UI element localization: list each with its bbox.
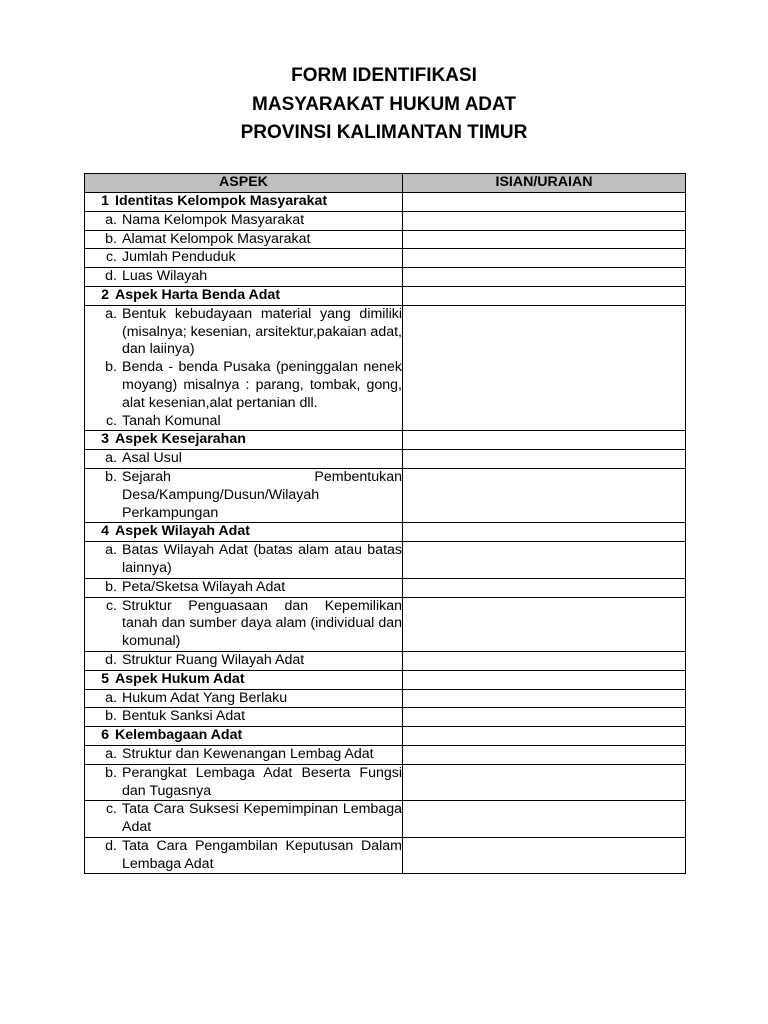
answer-field[interactable] xyxy=(403,578,686,597)
identification-table xyxy=(84,173,686,874)
item-text: Perangkat Lembaga Adat Beserta Fungsi dan Tugasnya xyxy=(122,764,402,799)
section-label: Aspek Wilayah Adat xyxy=(115,523,250,540)
section-label: Identitas Kelompok Masyarakat xyxy=(115,193,328,209)
table-row xyxy=(85,764,686,801)
aspect-cell xyxy=(85,468,403,522)
item-letter: a. xyxy=(105,745,117,762)
table-row xyxy=(85,745,686,764)
table-row xyxy=(85,230,686,249)
answer-field[interactable] xyxy=(403,431,686,450)
answer-field[interactable] xyxy=(403,193,686,212)
section-row xyxy=(85,286,686,305)
aspect-cell xyxy=(85,249,403,268)
item-letter: d. xyxy=(105,268,117,285)
section-row xyxy=(85,193,686,212)
answer-field[interactable] xyxy=(403,542,686,579)
list-item xyxy=(85,268,402,286)
section-heading xyxy=(85,671,402,689)
aspect-cell xyxy=(85,230,403,249)
title-line-3: PROVINSI KALIMANTAN TIMUR xyxy=(240,122,528,143)
form-title xyxy=(0,62,768,148)
section-heading xyxy=(85,523,402,541)
answer-field[interactable] xyxy=(403,268,686,287)
section-label: Aspek Hukum Adat xyxy=(115,670,245,687)
table-header-row xyxy=(85,174,686,193)
list-item xyxy=(85,652,402,670)
item-text: Hukum Adat Yang Berlaku xyxy=(122,689,288,706)
table-row xyxy=(85,450,686,469)
item-letter: a. xyxy=(105,450,117,467)
item-text: Struktur dan Kewenangan Lembag Adat xyxy=(122,745,374,762)
aspect-cell xyxy=(85,268,403,287)
section-heading xyxy=(85,431,402,449)
item-letter: c. xyxy=(105,801,117,818)
item-text: Benda - benda Pusaka (peninggalan nenek moyang) misalnya : parang, tombak, gong, alat kesenian,alat pertanian dll. xyxy=(122,359,402,411)
table-row xyxy=(85,837,686,874)
item-letter: c. xyxy=(105,249,117,266)
answer-field[interactable] xyxy=(403,837,686,874)
item-letter: b. xyxy=(105,359,117,376)
item-text: Batas Wilayah Adat (batas alam atau batas lainnya) xyxy=(122,542,402,576)
section-heading xyxy=(85,193,402,211)
item-letter: a. xyxy=(105,689,117,706)
aspect-cell xyxy=(85,801,403,838)
answer-field[interactable] xyxy=(403,651,686,670)
list-item xyxy=(85,801,402,837)
item-text: Peta/Sketsa Wilayah Adat xyxy=(122,578,286,595)
aspect-cell xyxy=(85,837,403,874)
answer-field[interactable] xyxy=(403,230,686,249)
answer-field[interactable] xyxy=(403,211,686,230)
table-row xyxy=(85,578,686,597)
aspect-cell xyxy=(85,542,403,579)
table-row xyxy=(85,708,686,727)
list-item xyxy=(85,765,402,801)
section-aspect-cell xyxy=(85,193,403,212)
table-row xyxy=(85,268,686,287)
title-line-1: FORM IDENTIFIKASI xyxy=(291,65,477,86)
list-item xyxy=(85,746,402,764)
section-label: Aspek Kesejarahan xyxy=(115,431,246,448)
section-row xyxy=(85,523,686,542)
list-item xyxy=(85,359,402,412)
item-text: Sejarah Pembentukan Desa/Kampung/Dusun/Wilayah Perkampungan xyxy=(122,468,402,521)
list-item xyxy=(85,231,402,249)
list-item xyxy=(85,469,402,522)
aspect-cell xyxy=(85,578,403,597)
item-text: Struktur Penguasaan dan Kepemilikan tanah dan sumber daya alam (individual dan komunal) xyxy=(122,597,402,650)
table-row xyxy=(85,211,686,230)
section-number: 5 xyxy=(101,670,109,687)
item-text: Nama Kelompok Masyarakat xyxy=(122,211,305,228)
section-aspect-cell xyxy=(85,523,403,542)
aspect-cell xyxy=(85,450,403,469)
answer-field[interactable] xyxy=(403,670,686,689)
item-letter: d. xyxy=(105,651,117,668)
list-item xyxy=(85,450,402,468)
table-row xyxy=(85,651,686,670)
item-letter: a. xyxy=(105,542,117,559)
section-number: 4 xyxy=(101,523,109,540)
answer-field[interactable] xyxy=(403,764,686,801)
section-number: 3 xyxy=(101,431,109,448)
item-text: Alamat Kelompok Masyarakat xyxy=(122,230,311,247)
item-letter: b. xyxy=(105,468,117,485)
answer-field[interactable] xyxy=(403,286,686,305)
aspect-cell xyxy=(85,689,403,708)
answer-field[interactable] xyxy=(403,523,686,542)
section-heading xyxy=(85,287,402,305)
table-row xyxy=(85,305,686,431)
header-isian-uraian: ISIAN/URAIAN xyxy=(403,174,686,193)
item-text: Asal Usul xyxy=(122,450,182,467)
item-text: Bentuk Sanksi Adat xyxy=(122,708,246,725)
item-text: Jumlah Penduduk xyxy=(122,249,236,266)
table-row xyxy=(85,689,686,708)
answer-field[interactable] xyxy=(403,801,686,838)
item-letter: a. xyxy=(105,305,117,322)
table-body xyxy=(85,193,686,874)
aspect-cell xyxy=(85,211,403,230)
list-item xyxy=(85,542,402,578)
section-row xyxy=(85,670,686,689)
item-text: Struktur Ruang Wilayah Adat xyxy=(122,651,305,668)
section-aspect-cell xyxy=(85,286,403,305)
section-number: 6 xyxy=(101,727,109,744)
item-text: Tata Cara Pengambilan Keputusan Dalam Lembaga Adat xyxy=(122,837,402,872)
answer-field[interactable] xyxy=(403,745,686,764)
section-label: Aspek Harta Benda Adat xyxy=(115,286,281,303)
table-row xyxy=(85,249,686,268)
table-row xyxy=(85,468,686,522)
list-item xyxy=(85,212,402,230)
list-item xyxy=(85,838,402,874)
list-item xyxy=(85,598,402,651)
table-row xyxy=(85,542,686,579)
item-letter: d. xyxy=(105,837,117,854)
list-item xyxy=(85,690,402,708)
item-letter: b. xyxy=(105,708,117,725)
answer-field[interactable] xyxy=(403,708,686,727)
answer-field[interactable] xyxy=(403,597,686,651)
table-row xyxy=(85,597,686,651)
aspect-cell xyxy=(85,305,403,431)
answer-field[interactable] xyxy=(403,249,686,268)
item-text: Tata Cara Suksesi Kepemimpinan Lembaga Adat xyxy=(122,801,402,836)
item-text: Tanah Komunal xyxy=(122,412,221,429)
list-item xyxy=(85,249,402,267)
section-number: 1 xyxy=(101,193,109,209)
section-row xyxy=(85,431,686,450)
aspect-cell xyxy=(85,764,403,801)
item-letter: c. xyxy=(105,597,117,614)
section-aspect-cell xyxy=(85,431,403,450)
section-label: Kelembagaan Adat xyxy=(115,727,243,744)
item-text: Bentuk kebudayaan material yang dimiliki (misalnya; kesenian, arsitektur,pakaian adat, dan laiinya) xyxy=(122,305,402,358)
answer-field[interactable] xyxy=(403,450,686,469)
aspect-cell xyxy=(85,597,403,651)
answer-field[interactable] xyxy=(403,468,686,522)
item-text: Luas Wilayah xyxy=(122,268,208,285)
aspect-cell xyxy=(85,708,403,727)
item-letter: b. xyxy=(105,230,117,247)
section-heading xyxy=(85,727,402,745)
header-aspek: ASPEK xyxy=(85,174,403,193)
list-item xyxy=(85,708,402,726)
answer-field[interactable] xyxy=(403,727,686,746)
item-letter: b. xyxy=(105,578,117,595)
section-number: 2 xyxy=(101,286,109,303)
answer-field[interactable] xyxy=(403,689,686,708)
list-item xyxy=(85,579,402,597)
table-row xyxy=(85,801,686,838)
section-row xyxy=(85,727,686,746)
list-item xyxy=(85,306,402,359)
answer-field[interactable] xyxy=(403,305,686,431)
list-item xyxy=(85,413,402,431)
aspect-cell xyxy=(85,651,403,670)
item-letter: a. xyxy=(105,211,117,228)
aspect-cell xyxy=(85,745,403,764)
item-letter: b. xyxy=(105,764,117,781)
section-aspect-cell xyxy=(85,727,403,746)
item-letter: c. xyxy=(105,412,117,429)
section-aspect-cell xyxy=(85,670,403,689)
title-line-2: MASYARAKAT HUKUM ADAT xyxy=(252,93,516,115)
